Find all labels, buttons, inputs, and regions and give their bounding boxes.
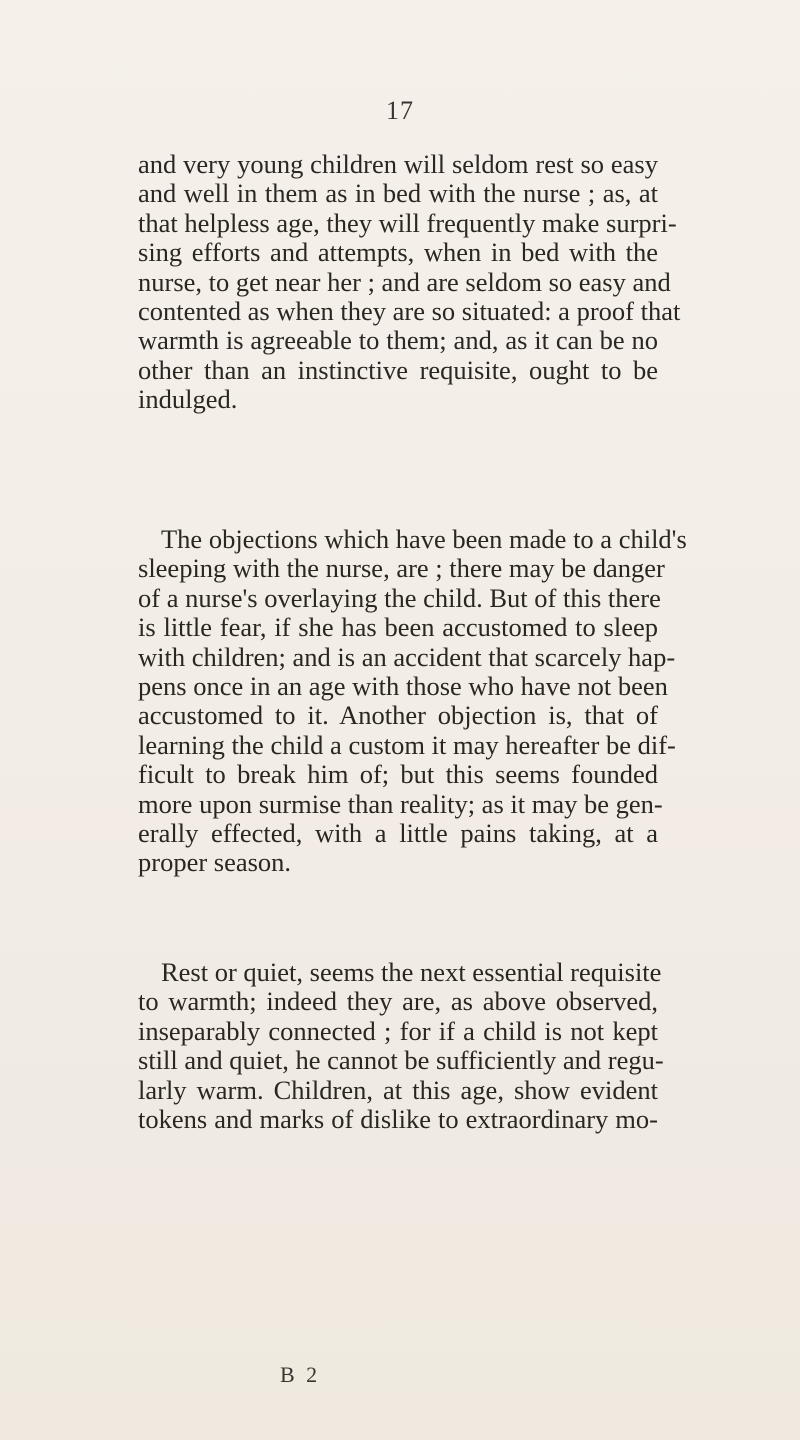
text-line: and well in them as in bed with the nurse ; as, at (138, 178, 658, 209)
text-line: pens once in an age with those who have not been (138, 671, 668, 702)
text-line: erally effected, with a little pains taking, at a (138, 818, 658, 849)
text-line: ficult to break him of; but this seems founded (138, 759, 658, 790)
text-line: indulged. (138, 384, 238, 415)
text-line: sing efforts and attempts, when in bed with the (138, 237, 658, 268)
text-line: larly warm. Children, at this age, show evident (138, 1074, 658, 1105)
text-line: that helpless age, they will frequently make surpri- (138, 207, 677, 238)
text-line: sleeping with the nurse, are ; there may be danger (138, 553, 665, 584)
paragraph-objections (138, 524, 687, 878)
text-line: is little fear, if she has been accustomed to sleep (138, 612, 658, 643)
paragraph-rest-quiet (138, 957, 664, 1135)
text-line: proper season. (138, 847, 292, 878)
text-line: still and quiet, he cannot be sufficiently and regu- (138, 1045, 664, 1076)
paragraph-warmth (138, 149, 681, 415)
text-line: accustomed to it. Another objection is, that of (138, 700, 658, 731)
text-line: with children; and is an accident that scarcely hap- (138, 641, 676, 672)
text-line: more upon surmise than reality; as it may be gen- (138, 788, 663, 819)
text-line: inseparably connected ; for if a child is not kept (138, 1015, 658, 1046)
text-line: Rest or quiet, seems the next essential requisite (161, 957, 662, 987)
text-line: other than an instinctive requisite, ought to be (138, 354, 658, 385)
text-line: of a nurse's overlaying the child. But of this there (138, 582, 661, 613)
page-number: 17 (386, 96, 414, 125)
text-line: tokens and marks of dislike to extraordinary mo- (138, 1104, 658, 1135)
text-line: nurse, to get near her ; and are seldom so easy and (138, 266, 671, 297)
text-line: learning the child a custom it may hereafter be dif- (138, 729, 676, 760)
text-line: and very young children will seldom rest so easy (138, 149, 658, 179)
text-line: contented as when they are so situated: a proof that (138, 296, 681, 327)
text-line: to warmth; indeed they are, as above observed, (138, 986, 658, 1017)
text-line: The objections which have been made to a child's (161, 524, 687, 554)
text-line: warmth is agreeable to them; and, as it can be no (138, 325, 658, 356)
signature-mark: B 2 (280, 1362, 321, 1387)
